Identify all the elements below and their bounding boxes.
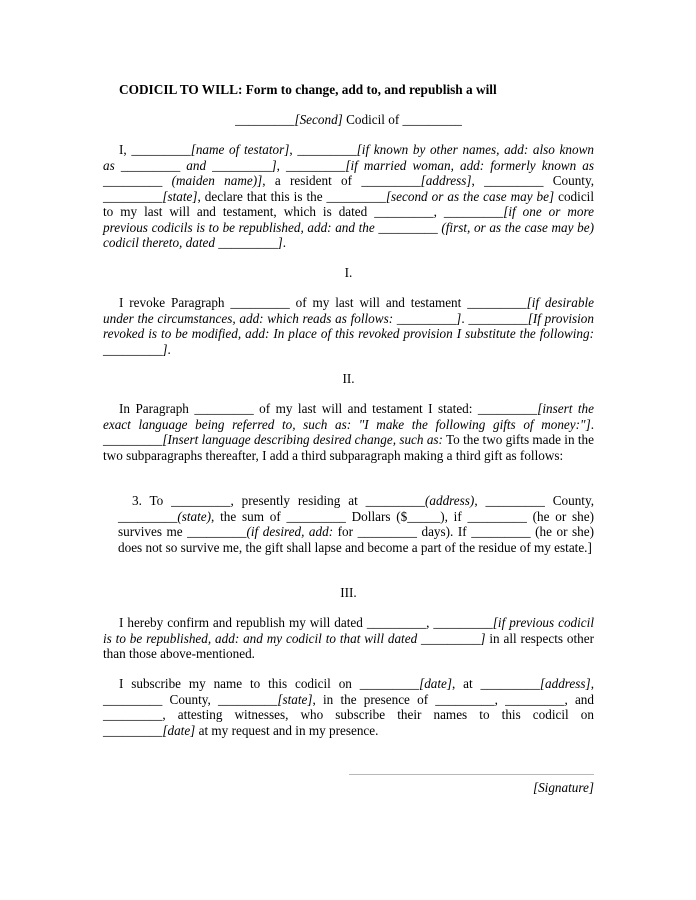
italic-run: (state): [177, 508, 212, 524]
italic-run: [name of testator]: [190, 142, 290, 157]
italic-run: [if known by other names, add: also known as _________ and _________]: [103, 142, 594, 173]
revocation-paragraph: [103, 295, 594, 357]
text-run: for _________ days). If _________ (he or she) does not so survive me, the gift shall lapse and become a part of the residue of my estate.]: [118, 524, 594, 555]
italic-run: [If provision revoked is to be modified, add: In place of this revoked provision I substitute the following: _________]: [103, 310, 594, 357]
text-run: , _________: [276, 157, 346, 173]
subtitle-text: Codicil of: [342, 112, 403, 127]
text-run: , _________ County, _________: [118, 493, 594, 524]
italic-run: [date]: [419, 676, 453, 691]
italic-run: [date]: [162, 722, 196, 738]
text-run: , at _________: [452, 676, 540, 691]
text-run: , in the presence of _________, _________, and _________, attesting witnesses, who subscribe their names to this codicil on _________: [103, 691, 594, 738]
subtitle-second: [Second]: [294, 112, 343, 127]
text-run: . _________: [103, 416, 594, 447]
italic-run: [second or as the case may be]: [385, 188, 555, 204]
third-gift-subparagraph: [118, 493, 594, 555]
text-run: In Paragraph _________ of my last will and testament I stated: _________: [119, 401, 538, 416]
italic-run: (address): [424, 493, 475, 508]
italic-run: [address]: [420, 173, 472, 188]
text-run: . _________: [461, 310, 528, 326]
italic-run: [if desirable under the circumstances, add: which reads as follows: _________]: [103, 295, 594, 326]
modification-paragraph: [103, 401, 594, 463]
text-run: , the sum of _________ Dollars ($_____), if _________ (he or she) survives me _________: [118, 508, 594, 539]
subtitle-blank-2: _________: [402, 112, 462, 127]
text-run: in all respects other than those above-mentioned.: [103, 630, 594, 661]
italic-run: [state]: [162, 188, 198, 204]
codicil-subtitle: [103, 112, 594, 128]
text-run: To the two gifts made in the two subparagraphs thereafter, I add a third subparagraph making a third gift as follows:: [103, 432, 594, 463]
text-run: 3. To _________, presently residing at _________: [132, 493, 425, 508]
text-run: , declare that this is the _________: [197, 188, 386, 204]
italic-run: [if previous codicil is to be republished, add: and my codicil to that will dated _________]: [103, 615, 594, 646]
section-heading-2: II.: [342, 371, 355, 386]
document-title: CODICIL TO WILL: Form to change, add to, and republish a will: [119, 82, 497, 97]
subtitle-blank-1: _________: [235, 112, 295, 127]
italic-run: [state]: [277, 691, 313, 707]
text-run: codicil to my last will and testament, which is dated _________, _________: [103, 188, 594, 219]
italic-run: [insert the exact language being referred to, such as: "I make the following gifts of money:"]: [103, 401, 594, 432]
text-run: .: [167, 341, 171, 357]
section-heading-3: III.: [340, 585, 357, 600]
text-run: , _________ County, _________: [103, 676, 594, 707]
republication-paragraph: [103, 615, 594, 662]
italic-run: [if married woman, add: formerly known as _________ (maiden name)]: [103, 157, 594, 188]
signature-line: [349, 774, 594, 775]
declaration-paragraph: [103, 142, 594, 251]
text-run: , _________ County, _________: [103, 173, 594, 204]
text-run: , _________: [289, 142, 357, 157]
text-run: at my request and in my presence.: [195, 722, 379, 738]
text-run: I, _________: [119, 142, 191, 157]
signature-label: [Signature]: [532, 780, 594, 795]
text-run: I hereby confirm and republish my will dated _________, _________: [119, 615, 493, 630]
italic-run: [Insert language describing desired change, such as:: [162, 432, 443, 447]
text-run: , a resident of _________: [262, 173, 421, 188]
italic-run: (if desired, add:: [246, 524, 334, 539]
subscription-paragraph: [103, 676, 594, 738]
italic-run: [if one or more previous codicils is to be republished, add: and the _________ (first, or as the case may be) codicil thereto, dated _________]: [103, 204, 594, 250]
text-run: .: [282, 235, 287, 250]
text-run: I subscribe my name to this codicil on _________: [119, 676, 420, 691]
text-run: I revoke Paragraph _________ of my last will and testament _________: [119, 295, 527, 310]
section-heading-1: I.: [344, 265, 353, 280]
italic-run: [address]: [539, 676, 591, 691]
